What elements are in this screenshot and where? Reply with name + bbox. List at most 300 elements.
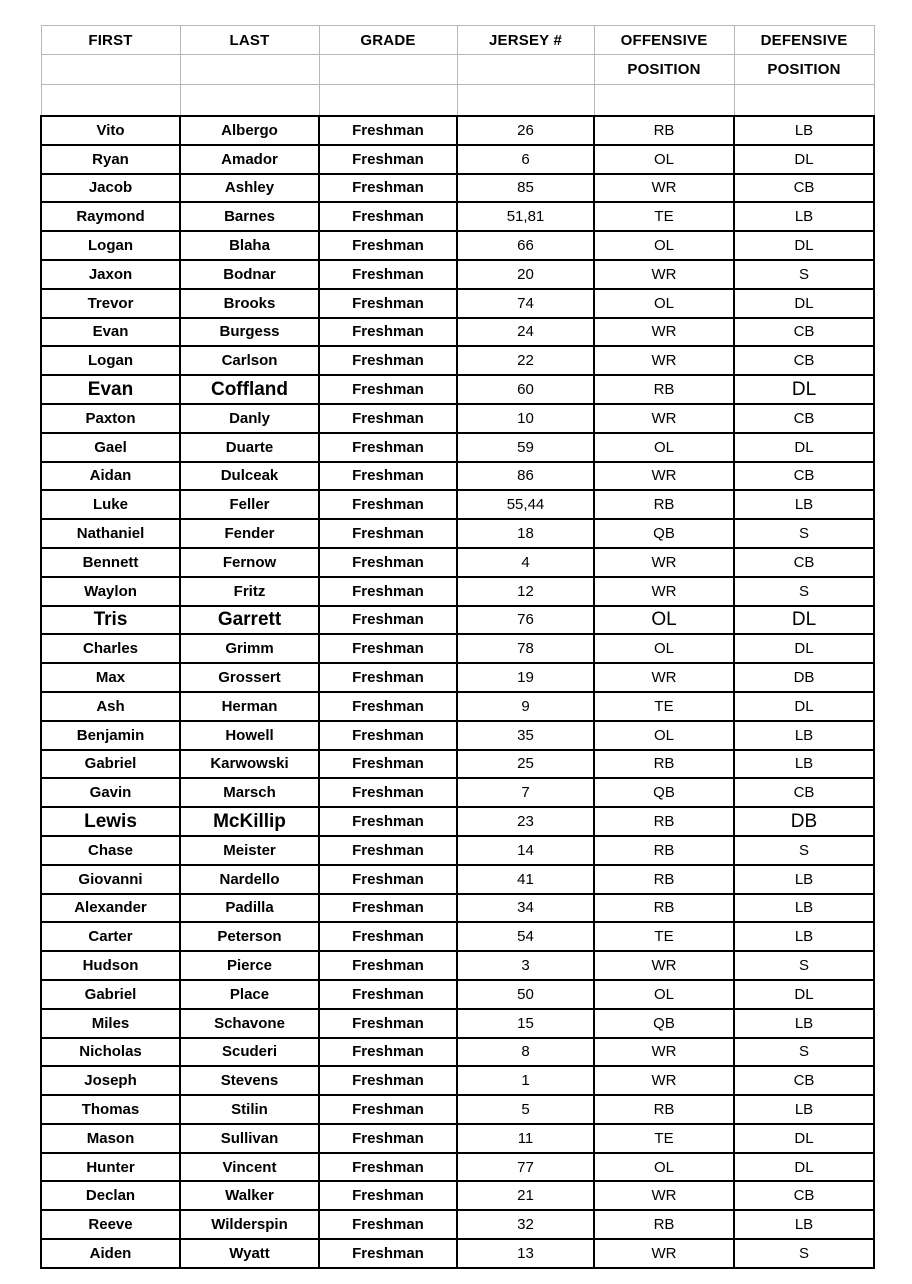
cell-jersey: 59	[457, 433, 594, 462]
cell-def: LB	[734, 490, 874, 519]
cell-first: Alexander	[41, 894, 180, 923]
cell-last: Fender	[180, 519, 319, 548]
cell-first: Lewis	[41, 807, 180, 836]
cell-first: Raymond	[41, 202, 180, 231]
cell-def: DL	[734, 1153, 874, 1182]
cell-last: Sullivan	[180, 1124, 319, 1153]
cell-first: Ryan	[41, 145, 180, 174]
cell-grade: Freshman	[319, 1009, 457, 1038]
roster-table	[40, 25, 875, 1269]
header-spacer-cell	[594, 85, 734, 117]
cell-off: WR	[594, 663, 734, 692]
cell-off: TE	[594, 922, 734, 951]
table-row	[41, 750, 874, 779]
cell-def: LB	[734, 1009, 874, 1038]
cell-grade: Freshman	[319, 1066, 457, 1095]
cell-grade: Freshman	[319, 490, 457, 519]
cell-jersey: 6	[457, 145, 594, 174]
cell-def: S	[734, 1038, 874, 1067]
cell-grade: Freshman	[319, 145, 457, 174]
cell-off: WR	[594, 462, 734, 491]
cell-off: QB	[594, 778, 734, 807]
cell-grade: Freshman	[319, 1239, 457, 1268]
cell-first: Gael	[41, 433, 180, 462]
cell-jersey: 11	[457, 1124, 594, 1153]
cell-jersey: 19	[457, 663, 594, 692]
table-row	[41, 1181, 874, 1210]
cell-off: OL	[594, 980, 734, 1009]
table-row	[41, 318, 874, 347]
column-subheader-jersey	[457, 55, 594, 85]
cell-grade: Freshman	[319, 951, 457, 980]
cell-off: RB	[594, 1095, 734, 1124]
cell-grade: Freshman	[319, 116, 457, 145]
cell-grade: Freshman	[319, 433, 457, 462]
column-header-jersey: JERSEY #	[457, 26, 594, 55]
cell-off: QB	[594, 519, 734, 548]
cell-grade: Freshman	[319, 663, 457, 692]
cell-grade: Freshman	[319, 404, 457, 433]
cell-first: Evan	[41, 375, 180, 404]
table-row	[41, 865, 874, 894]
header-spacer-cell	[734, 85, 874, 117]
cell-first: Evan	[41, 318, 180, 347]
cell-grade: Freshman	[319, 519, 457, 548]
table-row	[41, 289, 874, 318]
cell-off: RB	[594, 865, 734, 894]
cell-off: RB	[594, 894, 734, 923]
cell-jersey: 55,44	[457, 490, 594, 519]
cell-first: Jaxon	[41, 260, 180, 289]
cell-jersey: 9	[457, 692, 594, 721]
cell-grade: Freshman	[319, 548, 457, 577]
table-row	[41, 922, 874, 951]
cell-off: WR	[594, 1239, 734, 1268]
cell-jersey: 32	[457, 1210, 594, 1239]
cell-last: Vincent	[180, 1153, 319, 1182]
cell-off: WR	[594, 1066, 734, 1095]
table-row	[41, 894, 874, 923]
cell-grade: Freshman	[319, 836, 457, 865]
cell-off: TE	[594, 692, 734, 721]
table-row	[41, 1239, 874, 1268]
cell-grade: Freshman	[319, 894, 457, 923]
cell-grade: Freshman	[319, 1038, 457, 1067]
cell-first: Chase	[41, 836, 180, 865]
column-subheader-last	[180, 55, 319, 85]
table-row	[41, 548, 874, 577]
cell-def: DL	[734, 375, 874, 404]
cell-def: LB	[734, 1210, 874, 1239]
cell-off: OL	[594, 145, 734, 174]
table-row	[41, 490, 874, 519]
cell-first: Thomas	[41, 1095, 180, 1124]
cell-def: CB	[734, 318, 874, 347]
cell-def: S	[734, 951, 874, 980]
cell-jersey: 77	[457, 1153, 594, 1182]
cell-last: Howell	[180, 721, 319, 750]
table-row	[41, 1210, 874, 1239]
cell-off: RB	[594, 750, 734, 779]
cell-off: RB	[594, 116, 734, 145]
cell-first: Vito	[41, 116, 180, 145]
cell-def: S	[734, 577, 874, 606]
table-row	[41, 116, 874, 145]
cell-first: Logan	[41, 346, 180, 375]
table-row	[41, 1009, 874, 1038]
cell-jersey: 13	[457, 1239, 594, 1268]
cell-last: Padilla	[180, 894, 319, 923]
cell-def: S	[734, 260, 874, 289]
cell-grade: Freshman	[319, 260, 457, 289]
cell-jersey: 35	[457, 721, 594, 750]
table-row	[41, 663, 874, 692]
cell-last: Bodnar	[180, 260, 319, 289]
cell-grade: Freshman	[319, 807, 457, 836]
cell-jersey: 51,81	[457, 202, 594, 231]
cell-last: Nardello	[180, 865, 319, 894]
cell-def: CB	[734, 346, 874, 375]
cell-grade: Freshman	[319, 577, 457, 606]
cell-last: Stilin	[180, 1095, 319, 1124]
cell-first: Aiden	[41, 1239, 180, 1268]
cell-jersey: 20	[457, 260, 594, 289]
cell-grade: Freshman	[319, 289, 457, 318]
cell-first: Declan	[41, 1181, 180, 1210]
table-row	[41, 375, 874, 404]
cell-off: RB	[594, 375, 734, 404]
cell-first: Carter	[41, 922, 180, 951]
cell-first: Ash	[41, 692, 180, 721]
cell-last: Grossert	[180, 663, 319, 692]
cell-def: CB	[734, 778, 874, 807]
cell-def: DL	[734, 1124, 874, 1153]
cell-last: Duarte	[180, 433, 319, 462]
cell-first: Benjamin	[41, 721, 180, 750]
cell-last: Wyatt	[180, 1239, 319, 1268]
cell-last: Wilderspin	[180, 1210, 319, 1239]
cell-last: Brooks	[180, 289, 319, 318]
cell-first: Nathaniel	[41, 519, 180, 548]
cell-grade: Freshman	[319, 980, 457, 1009]
cell-jersey: 22	[457, 346, 594, 375]
table-row	[41, 807, 874, 836]
cell-last: Amador	[180, 145, 319, 174]
cell-jersey: 76	[457, 606, 594, 635]
cell-first: Gabriel	[41, 750, 180, 779]
cell-last: Schavone	[180, 1009, 319, 1038]
cell-jersey: 23	[457, 807, 594, 836]
cell-jersey: 60	[457, 375, 594, 404]
cell-def: LB	[734, 894, 874, 923]
cell-def: DB	[734, 663, 874, 692]
cell-last: Herman	[180, 692, 319, 721]
cell-off: WR	[594, 1038, 734, 1067]
cell-grade: Freshman	[319, 692, 457, 721]
cell-first: Paxton	[41, 404, 180, 433]
table-row	[41, 778, 874, 807]
cell-first: Gabriel	[41, 980, 180, 1009]
cell-off: OL	[594, 289, 734, 318]
cell-off: RB	[594, 836, 734, 865]
cell-last: Feller	[180, 490, 319, 519]
cell-first: Miles	[41, 1009, 180, 1038]
cell-def: LB	[734, 1095, 874, 1124]
cell-last: Scuderi	[180, 1038, 319, 1067]
cell-jersey: 34	[457, 894, 594, 923]
cell-first: Tris	[41, 606, 180, 635]
cell-last: Marsch	[180, 778, 319, 807]
column-subheader-def: POSITION	[734, 55, 874, 85]
cell-last: McKillip	[180, 807, 319, 836]
cell-grade: Freshman	[319, 231, 457, 260]
cell-off: TE	[594, 1124, 734, 1153]
cell-grade: Freshman	[319, 1210, 457, 1239]
table-row	[41, 951, 874, 980]
column-header-last: LAST	[180, 26, 319, 55]
cell-last: Fernow	[180, 548, 319, 577]
cell-jersey: 18	[457, 519, 594, 548]
cell-last: Grimm	[180, 634, 319, 663]
table-row	[41, 1124, 874, 1153]
cell-last: Walker	[180, 1181, 319, 1210]
cell-grade: Freshman	[319, 922, 457, 951]
cell-off: OL	[594, 721, 734, 750]
cell-off: OL	[594, 433, 734, 462]
cell-first: Logan	[41, 231, 180, 260]
header-spacer-cell	[180, 85, 319, 117]
cell-off: WR	[594, 577, 734, 606]
table-row	[41, 433, 874, 462]
cell-first: Reeve	[41, 1210, 180, 1239]
table-row	[41, 836, 874, 865]
cell-off: OL	[594, 1153, 734, 1182]
table-row	[41, 1153, 874, 1182]
cell-jersey: 21	[457, 1181, 594, 1210]
cell-def: S	[734, 836, 874, 865]
cell-jersey: 4	[457, 548, 594, 577]
roster-table-header	[41, 26, 874, 117]
cell-jersey: 24	[457, 318, 594, 347]
cell-first: Aidan	[41, 462, 180, 491]
table-row	[41, 1066, 874, 1095]
cell-jersey: 85	[457, 174, 594, 203]
cell-first: Joseph	[41, 1066, 180, 1095]
cell-last: Burgess	[180, 318, 319, 347]
cell-off: RB	[594, 490, 734, 519]
cell-def: LB	[734, 922, 874, 951]
table-row	[41, 519, 874, 548]
cell-grade: Freshman	[319, 634, 457, 663]
header-spacer-cell	[41, 85, 180, 117]
table-row	[41, 145, 874, 174]
cell-jersey: 66	[457, 231, 594, 260]
cell-last: Fritz	[180, 577, 319, 606]
cell-last: Ashley	[180, 174, 319, 203]
cell-off: RB	[594, 1210, 734, 1239]
cell-first: Trevor	[41, 289, 180, 318]
cell-last: Coffland	[180, 375, 319, 404]
cell-last: Barnes	[180, 202, 319, 231]
cell-first: Waylon	[41, 577, 180, 606]
cell-first: Hunter	[41, 1153, 180, 1182]
cell-jersey: 54	[457, 922, 594, 951]
cell-jersey: 3	[457, 951, 594, 980]
cell-last: Dulceak	[180, 462, 319, 491]
cell-off: WR	[594, 260, 734, 289]
cell-jersey: 15	[457, 1009, 594, 1038]
cell-def: CB	[734, 548, 874, 577]
cell-last: Carlson	[180, 346, 319, 375]
table-row	[41, 1038, 874, 1067]
cell-def: CB	[734, 462, 874, 491]
cell-grade: Freshman	[319, 462, 457, 491]
cell-def: CB	[734, 404, 874, 433]
cell-grade: Freshman	[319, 1153, 457, 1182]
cell-def: LB	[734, 865, 874, 894]
table-row	[41, 606, 874, 635]
cell-jersey: 5	[457, 1095, 594, 1124]
column-header-first: FIRST	[41, 26, 180, 55]
cell-first: Max	[41, 663, 180, 692]
cell-def: DB	[734, 807, 874, 836]
roster-table-body	[41, 116, 874, 1268]
cell-last: Place	[180, 980, 319, 1009]
cell-jersey: 12	[457, 577, 594, 606]
header-spacer-cell	[319, 85, 457, 117]
cell-def: DL	[734, 231, 874, 260]
cell-grade: Freshman	[319, 318, 457, 347]
cell-def: LB	[734, 721, 874, 750]
cell-jersey: 14	[457, 836, 594, 865]
cell-def: LB	[734, 116, 874, 145]
cell-last: Meister	[180, 836, 319, 865]
cell-def: DL	[734, 289, 874, 318]
cell-last: Albergo	[180, 116, 319, 145]
cell-first: Bennett	[41, 548, 180, 577]
header-spacer-cell	[457, 85, 594, 117]
cell-last: Danly	[180, 404, 319, 433]
cell-off: WR	[594, 951, 734, 980]
column-subheader-first	[41, 55, 180, 85]
cell-grade: Freshman	[319, 375, 457, 404]
cell-off: TE	[594, 202, 734, 231]
cell-last: Stevens	[180, 1066, 319, 1095]
cell-def: CB	[734, 1181, 874, 1210]
column-header-grade: GRADE	[319, 26, 457, 55]
cell-def: LB	[734, 202, 874, 231]
cell-jersey: 78	[457, 634, 594, 663]
table-row	[41, 462, 874, 491]
cell-off: RB	[594, 807, 734, 836]
cell-def: CB	[734, 174, 874, 203]
cell-jersey: 26	[457, 116, 594, 145]
table-row	[41, 231, 874, 260]
column-header-off: OFFENSIVE	[594, 26, 734, 55]
cell-grade: Freshman	[319, 750, 457, 779]
cell-def: DL	[734, 980, 874, 1009]
table-row	[41, 577, 874, 606]
cell-first: Gavin	[41, 778, 180, 807]
cell-first: Giovanni	[41, 865, 180, 894]
cell-grade: Freshman	[319, 1181, 457, 1210]
table-row	[41, 634, 874, 663]
cell-jersey: 10	[457, 404, 594, 433]
cell-jersey: 41	[457, 865, 594, 894]
cell-def: DL	[734, 634, 874, 663]
table-row	[41, 174, 874, 203]
table-row	[41, 346, 874, 375]
cell-jersey: 8	[457, 1038, 594, 1067]
cell-off: WR	[594, 1181, 734, 1210]
cell-off: OL	[594, 634, 734, 663]
cell-first: Mason	[41, 1124, 180, 1153]
column-subheader-grade	[319, 55, 457, 85]
cell-last: Peterson	[180, 922, 319, 951]
cell-def: DL	[734, 433, 874, 462]
table-row	[41, 202, 874, 231]
cell-off: OL	[594, 606, 734, 635]
cell-def: DL	[734, 606, 874, 635]
cell-last: Blaha	[180, 231, 319, 260]
cell-def: LB	[734, 750, 874, 779]
cell-first: Hudson	[41, 951, 180, 980]
cell-off: WR	[594, 346, 734, 375]
cell-off: WR	[594, 318, 734, 347]
cell-grade: Freshman	[319, 202, 457, 231]
table-row	[41, 721, 874, 750]
table-row	[41, 260, 874, 289]
cell-last: Garrett	[180, 606, 319, 635]
table-row	[41, 980, 874, 1009]
cell-grade: Freshman	[319, 606, 457, 635]
cell-first: Luke	[41, 490, 180, 519]
cell-last: Karwowski	[180, 750, 319, 779]
cell-grade: Freshman	[319, 1095, 457, 1124]
cell-grade: Freshman	[319, 778, 457, 807]
cell-first: Jacob	[41, 174, 180, 203]
column-subheader-off: POSITION	[594, 55, 734, 85]
cell-jersey: 25	[457, 750, 594, 779]
cell-first: Nicholas	[41, 1038, 180, 1067]
cell-jersey: 74	[457, 289, 594, 318]
cell-last: Pierce	[180, 951, 319, 980]
cell-grade: Freshman	[319, 865, 457, 894]
cell-off: WR	[594, 404, 734, 433]
cell-first: Charles	[41, 634, 180, 663]
cell-off: WR	[594, 548, 734, 577]
cell-jersey: 86	[457, 462, 594, 491]
table-row	[41, 1095, 874, 1124]
cell-grade: Freshman	[319, 174, 457, 203]
table-row	[41, 692, 874, 721]
cell-def: S	[734, 519, 874, 548]
cell-grade: Freshman	[319, 1124, 457, 1153]
cell-off: WR	[594, 174, 734, 203]
cell-off: QB	[594, 1009, 734, 1038]
table-row	[41, 404, 874, 433]
cell-off: OL	[594, 231, 734, 260]
cell-grade: Freshman	[319, 721, 457, 750]
cell-def: CB	[734, 1066, 874, 1095]
cell-grade: Freshman	[319, 346, 457, 375]
cell-jersey: 7	[457, 778, 594, 807]
cell-def: DL	[734, 145, 874, 174]
column-header-def: DEFENSIVE	[734, 26, 874, 55]
cell-def: S	[734, 1239, 874, 1268]
cell-jersey: 1	[457, 1066, 594, 1095]
cell-jersey: 50	[457, 980, 594, 1009]
